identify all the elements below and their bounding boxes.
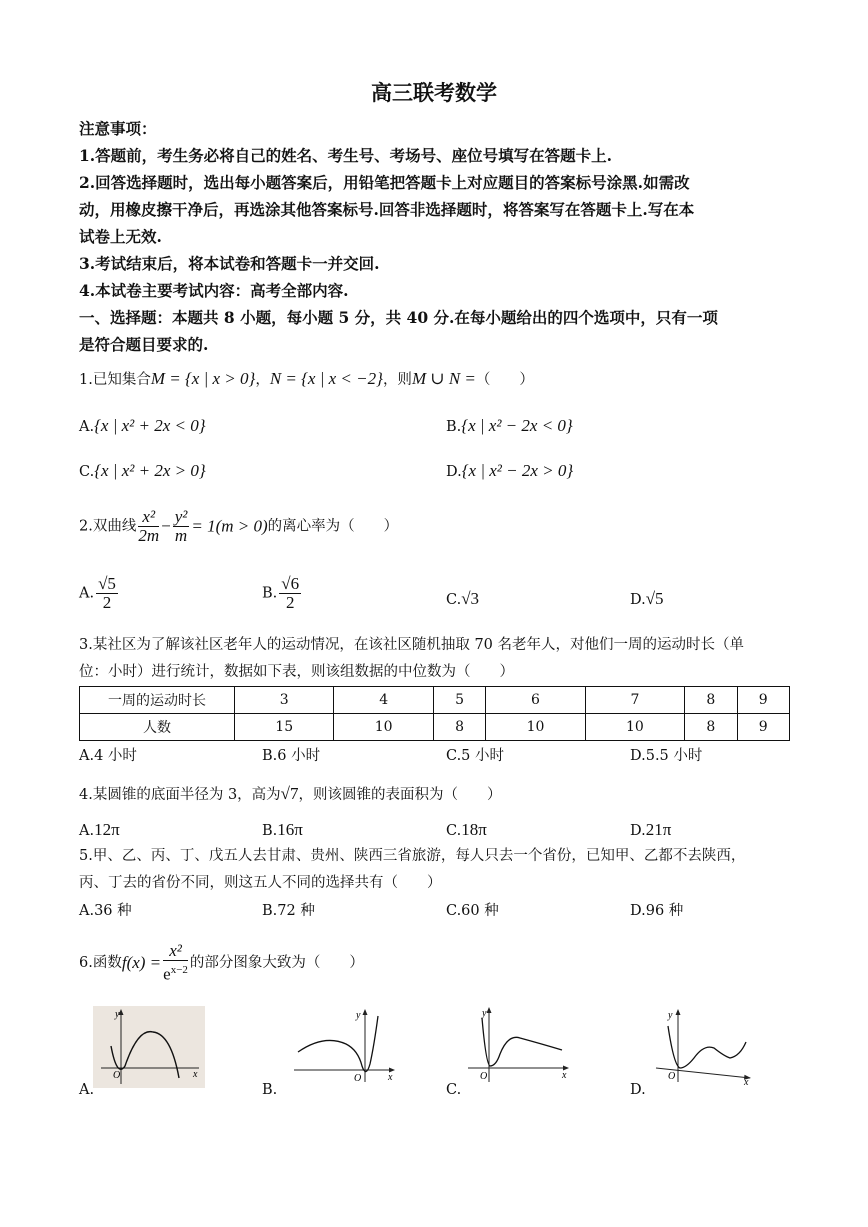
graph-b-curve [298,1016,378,1072]
table-cell: 3 [235,687,334,714]
q3-option-c: C.5 小时 [446,748,505,764]
q4-option-b-label: B. [262,823,278,839]
table-cell: 9 [737,714,789,741]
q2-option-b [262,575,303,612]
q2-option-a-frac [96,575,118,612]
q3-option-b: B.6 小时 [262,748,321,764]
q1-option-b [446,416,573,437]
q4-option-a-math: 12π [94,820,120,839]
q2-option-d-math: √5 [645,589,664,608]
q2-prefix: 2.双曲线 [79,518,137,535]
q4-option-d [630,820,671,841]
notice-item-3: 3.考试结束后，将本试卷和答题卡一并交回. [79,254,380,273]
q6-option-c-label: C. [446,1082,462,1098]
q3-option-d: D.5.5 小时 [630,748,703,764]
question-1 [79,369,534,390]
q2-frac-2-num: y² [174,507,188,526]
q1-option-d [446,461,573,482]
q6-graph-d [650,1006,758,1086]
graph-d-y-arrow [676,1009,681,1015]
q1-option-d-math: {x | x² − 2x > 0} [461,461,574,480]
q6-graph-c [462,1004,574,1084]
q1-paren: （ ） [475,372,534,388]
q2-minus: − [161,516,171,536]
q6-frac-den-exp: x−2 [170,964,188,976]
q5-option-b: B.72 种 [262,903,315,919]
q5-option-a: A.36 种 [79,903,132,919]
q1-option-b-math: {x | x² − 2x < 0} [461,416,573,435]
table-cell: 5 [433,687,485,714]
q4-option-c-label: C. [446,823,462,839]
table-row-header: 一周的运动时长 [80,687,235,714]
notice-item-2: 2.回答选择题时，选出每小题答案后，用铅笔把答题卡上对应题目的答案标号涂黑.如需改 [79,173,690,192]
q2-option-a [79,575,120,612]
q3-line-2: 位：小时）进行统计，数据如下表，则该组数据的中位数为（ ） [79,664,514,680]
table-cell: 10 [585,714,684,741]
table-cell: 9 [737,687,789,714]
q2-option-b-label: B. [262,585,278,602]
graph-c-origin-label: O [480,1071,488,1082]
q4-option-b-math: 16π [277,820,303,839]
graph-b-origin-label: O [354,1073,362,1084]
table-row [80,714,790,741]
q5-option-d: D.96 种 [630,903,684,919]
q2-frac-2 [173,508,190,545]
graph-a-y-label: y [115,1009,120,1020]
table-cell: 15 [235,714,334,741]
table-cell: 8 [685,714,737,741]
graph-c-x-label: x [562,1070,567,1081]
q6-option-b-label: B. [262,1082,278,1098]
notice-item-4: 4.本试卷主要考试内容：高考全部内容. [79,281,349,300]
q6-prefix: 6.函数 [79,954,122,971]
q2-option-a-den: 2 [102,593,112,612]
q1-option-d-label: D. [446,464,462,480]
q3-option-a: A.4 小时 [79,748,137,764]
q1-n-set: N = {x | x < −2} [269,369,383,388]
table-cell: 4 [334,687,433,714]
q4-option-c-math: 18π [461,820,487,839]
q1-option-c-math: {x | x² + 2x > 0} [94,461,206,480]
q2-option-b-num: √6 [281,574,300,593]
q1-option-a-math: {x | x² + 2x < 0} [94,416,206,435]
question-4 [79,784,502,805]
table-cell: 7 [585,687,684,714]
q1-option-a-label: A. [79,419,95,435]
notice-item-1: 1.答题前，考生务必将自己的姓名、考生号、考场号、座位号填写在答题卡上. [79,146,613,165]
q1-m-set: M = {x | x > 0} [150,369,256,388]
graph-a-x-label: x [193,1069,198,1080]
q2-frac-1-den: 2m [138,526,160,545]
table-cell: 6 [486,687,585,714]
section-header-line2: 是符合题目要求的. [79,335,209,354]
q1-option-c-label: C. [79,464,95,480]
notice-item-2-end: 试卷上无效. [79,227,162,246]
table-cell: 10 [334,714,433,741]
table-row-header: 人数 [80,714,235,741]
q1-sep: ， [255,372,270,388]
q1-option-b-label: B. [446,419,462,435]
table-cell: 10 [486,714,585,741]
q6-frac [163,942,188,984]
graph-c-y-arrow [487,1007,492,1013]
q4-option-d-label: D. [630,823,646,839]
q4-option-d-math: 21π [645,820,672,839]
table-cell: 8 [433,714,485,741]
q2-frac-1-num: x² [138,508,159,527]
q2-option-c-label: C. [446,592,462,608]
question-2 [79,508,398,545]
q4-option-a-label: A. [79,823,95,839]
graph-a-origin-label: O [113,1070,121,1081]
q2-option-b-den: 2 [285,593,295,612]
q2-frac-1 [138,508,159,545]
q4-suffix: ，则该圆锥的表面积为（ ） [298,787,502,803]
graph-d-origin-label: O [668,1071,676,1082]
table-row [80,687,790,714]
q2-option-c [446,589,479,610]
graph-c-curve [482,1018,562,1066]
q4-prefix: 4.某圆锥的底面半径为 3，高为 [79,787,281,803]
q6-suffix: 的部分图象大致为（ ） [189,954,364,971]
q6-frac-num: x² [163,942,188,961]
q1-expr: M ∪ N = [411,369,476,388]
graph-b-y-label: y [356,1010,361,1021]
graph-d-y-label: y [668,1010,673,1021]
table-cell: 8 [685,687,737,714]
graph-c-y-label: y [482,1008,487,1019]
q2-suffix: 的离心率为（ ） [267,518,399,535]
q2-rhs: = 1(m > 0) [191,516,268,536]
q2-option-c-math: √3 [461,589,480,608]
q1-option-a [79,416,206,437]
graph-b-x-label: x [388,1072,393,1083]
q6-graph-a [93,1006,205,1088]
q1-option-c [79,461,206,482]
graph-d-x-label: x [744,1077,749,1086]
notice-item-2-cont: 动，用橡皮擦干净后，再选涂其他答案标号.回答非选择题时，将答案写在答题卡上.写在本 [79,200,695,219]
q4-option-a [79,820,120,841]
q3-data-table [79,686,790,741]
notice-heading: 注意事项： [79,119,157,138]
q2-option-a-num: √5 [98,574,116,593]
q3-line-1: 3.某社区为了解该社区老年人的运动情况，在该社区随机抽取 70 名老年人，对他们一周的运动时长（单 [79,637,744,653]
graph-a-photo-background [93,1006,205,1088]
q4-sqrt: √7 [280,784,299,803]
q4-option-c [446,820,487,841]
q1-prefix: 1.已知集合 [79,372,151,388]
q5-line-1: 5.甲、乙、丙、丁、戊五人去甘肃、贵州、陕西三省旅游，每人只去一个省份，已知甲、乙都不去陕西， [79,848,746,864]
q2-option-a-label: A. [79,585,95,602]
q2-frac-2-den: m [174,526,188,545]
page-title: 高三联考数学 [371,80,497,105]
q6-graph-b [288,1006,400,1084]
q5-option-c: C.60 种 [446,903,499,919]
graph-d-curve [668,1026,746,1068]
graph-b-y-arrow [363,1009,368,1015]
q6-frac-den-base: e [163,964,171,984]
section-header-line1: 一、选择题：本题共 8 小题，每小题 5 分，共 40 分.在每小题给出的四个选项中，只有一项 [79,308,718,327]
q2-option-d-label: D. [630,592,646,608]
q4-option-b [262,820,303,841]
q1-ask: ，则 [382,372,412,388]
q2-option-d [630,589,664,610]
q6-option-d-label: D. [630,1082,646,1098]
q5-line-2: 丙、丁去的省份不同，则这五人不同的选择共有（ ） [79,875,442,891]
q6-fx: f(x) = [121,952,162,972]
q2-option-b-frac [279,575,301,612]
question-6 [79,942,364,984]
q6-option-a-label: A. [79,1082,95,1098]
